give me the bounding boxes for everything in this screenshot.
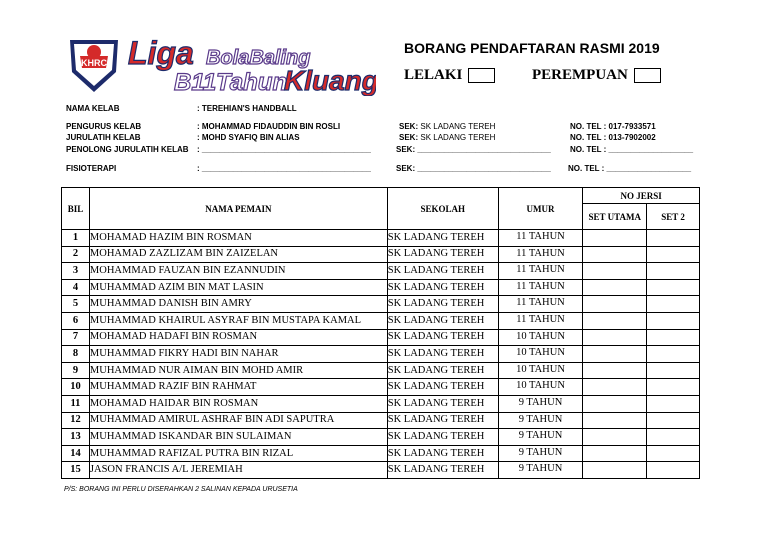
jersey-set-utama[interactable] <box>583 263 647 280</box>
player-age: 9 TAHUN <box>498 462 583 479</box>
player-age: 11 TAHUN <box>498 296 583 313</box>
row-number: 15 <box>62 462 90 479</box>
player-school: SK LADANG TEREH <box>387 312 498 329</box>
player-name: MUHAMMAD AMIRUL ASHRAF BIN ADI SAPUTRA <box>89 412 387 429</box>
table-row <box>62 395 700 412</box>
player-name: MUHAMMAD AZIM BIN MAT LASIN <box>89 279 387 296</box>
table-row <box>62 445 700 462</box>
player-table <box>61 187 700 479</box>
player-name: MUHAMMAD ISKANDAR BIN SULAIMAN <box>89 429 387 446</box>
row-number: 2 <box>62 246 90 263</box>
jersey-set-2[interactable] <box>647 230 700 247</box>
player-name: MUHAMMAD KHAIRUL ASYRAF BIN MUSTAPA KAMAL <box>89 312 387 329</box>
jersey-set-2[interactable] <box>647 329 700 346</box>
female-label: PEREMPUAN <box>532 67 628 83</box>
table-row <box>62 429 700 446</box>
physio-value[interactable]: : ______________________________________ <box>197 164 371 173</box>
jersey-set-utama[interactable] <box>583 379 647 396</box>
player-age: 10 TAHUN <box>498 346 583 363</box>
jersey-set-utama[interactable] <box>583 395 647 412</box>
manager-label: PENGURUS KELAB <box>66 122 142 131</box>
table-row <box>62 346 700 363</box>
jersey-set-2[interactable] <box>647 263 700 280</box>
player-school: SK LADANG TEREH <box>387 362 498 379</box>
player-age: 9 TAHUN <box>498 445 583 462</box>
player-name: MOHAMAD HAZIM BIN ROSMAN <box>89 230 387 247</box>
player-age: 9 TAHUN <box>498 429 583 446</box>
row-number: 5 <box>62 296 90 313</box>
player-name: MOHAMAD HADAFI BIN ROSMAN <box>89 329 387 346</box>
female-option <box>532 67 661 84</box>
row-number: 3 <box>62 263 90 280</box>
header-set-2: SET 2 <box>647 204 700 230</box>
table-row <box>62 263 700 280</box>
footnote: P/S: BORANG INI PERLU DISERAHKAN 2 SALINAN KEPADA URUSETIA <box>64 486 298 493</box>
header-set-utama: SET UTAMA <box>583 204 647 230</box>
table-row <box>62 412 700 429</box>
row-number: 4 <box>62 279 90 296</box>
player-age: 11 TAHUN <box>498 230 583 247</box>
player-age: 11 TAHUN <box>498 312 583 329</box>
player-age: 10 TAHUN <box>498 379 583 396</box>
player-age: 11 TAHUN <box>498 279 583 296</box>
player-school: SK LADANG TEREH <box>387 412 498 429</box>
player-school: SK LADANG TEREH <box>387 329 498 346</box>
player-school: SK LADANG TEREH <box>387 429 498 446</box>
jersey-set-utama[interactable] <box>583 462 647 479</box>
coach-label: JURULATIH KELAB <box>66 133 141 142</box>
player-school: SK LADANG TEREH <box>387 230 498 247</box>
logo-text-tahun: Tahun <box>216 69 288 96</box>
player-age: 9 TAHUN <box>498 395 583 412</box>
coach-school-label: SEK: <box>399 133 419 142</box>
jersey-set-2[interactable] <box>647 312 700 329</box>
jersey-set-utama[interactable] <box>583 346 647 363</box>
row-number: 1 <box>62 230 90 247</box>
player-name: MUHAMMAD DANISH BIN AMRY <box>89 296 387 313</box>
player-name: JASON FRANCIS A/L JEREMIAH <box>89 462 387 479</box>
logo-text-bolabaling: BolaBaling <box>206 47 311 69</box>
league-logo-graphic <box>66 34 376 96</box>
player-school: SK LADANG TEREH <box>387 462 498 479</box>
assistant-coach-school[interactable]: SEK: ______________________________ <box>396 145 551 154</box>
player-school: SK LADANG TEREH <box>387 395 498 412</box>
svg-text:KHRC: KHRC <box>81 58 107 68</box>
league-logo <box>66 34 376 96</box>
player-name: MOHAMMAD FAUZAN BIN EZANNUDIN <box>89 263 387 280</box>
player-school: SK LADANG TEREH <box>387 279 498 296</box>
table-row <box>62 296 700 313</box>
club-label: NAMA KELAB <box>66 104 120 113</box>
assistant-coach-label: PENOLONG JURULATIH KELAB <box>66 145 189 154</box>
jersey-set-utama[interactable] <box>583 445 647 462</box>
jersey-set-utama[interactable] <box>583 362 647 379</box>
player-age: 11 TAHUN <box>498 246 583 263</box>
jersey-set-2[interactable] <box>647 296 700 313</box>
player-age: 10 TAHUN <box>498 329 583 346</box>
player-name: MUHAMMAD FIKRY HADI BIN NAHAR <box>89 346 387 363</box>
male-label: LELAKI <box>404 67 463 83</box>
player-name: MOHAMAD ZAZLIZAM BIN ZAIZELAN <box>89 246 387 263</box>
table-row <box>62 329 700 346</box>
player-school: SK LADANG TEREH <box>387 246 498 263</box>
jersey-set-2[interactable] <box>647 362 700 379</box>
physio-label: FISIOTERAPI <box>66 164 117 173</box>
row-number: 8 <box>62 346 90 363</box>
row-number: 14 <box>62 445 90 462</box>
player-age: 10 TAHUN <box>498 362 583 379</box>
coach-tel: NO. TEL : 013-7902002 <box>570 133 656 142</box>
row-number: 10 <box>62 379 90 396</box>
jersey-set-2[interactable] <box>647 379 700 396</box>
physio-tel[interactable]: NO. TEL : ___________________ <box>568 164 692 173</box>
player-name: MUHAMMAD NUR AIMAN BIN MOHD AMIR <box>89 362 387 379</box>
coach-school-value: SK LADANG TEREH <box>420 133 496 142</box>
coach-value: : MOHD SYAFIQ BIN ALIAS <box>197 133 300 142</box>
header-jersey: NO JERSI <box>583 188 700 204</box>
row-number: 6 <box>62 312 90 329</box>
jersey-set-2[interactable] <box>647 429 700 446</box>
player-age: 11 TAHUN <box>498 263 583 280</box>
coach-school <box>399 133 495 142</box>
player-name: MOHAMAD HAIDAR BIN ROSMAN <box>89 395 387 412</box>
player-school: SK LADANG TEREH <box>387 379 498 396</box>
table-row <box>62 279 700 296</box>
female-checkbox[interactable] <box>634 68 661 83</box>
jersey-set-utama[interactable] <box>583 230 647 247</box>
jersey-set-2[interactable] <box>647 395 700 412</box>
player-age: 9 TAHUN <box>498 412 583 429</box>
jersey-set-utama[interactable] <box>583 412 647 429</box>
jersey-set-2[interactable] <box>647 279 700 296</box>
player-school: SK LADANG TEREH <box>387 445 498 462</box>
player-school: SK LADANG TEREH <box>387 263 498 280</box>
header-name: NAMA PEMAIN <box>89 188 387 230</box>
jersey-set-utama[interactable] <box>583 279 647 296</box>
assistant-coach-value[interactable]: : ______________________________________ <box>197 145 371 154</box>
player-name: MUHAMMAD RAZIF BIN RAHMAT <box>89 379 387 396</box>
table-row <box>62 379 700 396</box>
form-title: BORANG PENDAFTARAN RASMI 2019 <box>404 40 660 56</box>
player-name: MUHAMMAD RAFIZAL PUTRA BIN RIZAL <box>89 445 387 462</box>
logo-text-liga: Liga <box>128 35 194 71</box>
jersey-set-2[interactable] <box>647 246 700 263</box>
club-value: : TEREHIAN'S HANDBALL <box>197 104 297 113</box>
row-number: 7 <box>62 329 90 346</box>
table-row <box>62 246 700 263</box>
row-number: 12 <box>62 412 90 429</box>
assistant-coach-tel[interactable]: NO. TEL : ___________________ <box>570 145 694 154</box>
header-bil: BIL <box>62 188 90 230</box>
logo-text-kluang: Kluang <box>284 65 376 96</box>
player-school: SK LADANG TEREH <box>387 296 498 313</box>
male-option <box>404 67 495 84</box>
manager-tel: NO. TEL : 017-7933571 <box>570 122 656 131</box>
manager-value: : MOHAMMAD FIDAUDDIN BIN ROSLI <box>197 122 341 131</box>
row-number: 11 <box>62 395 90 412</box>
manager-school <box>399 122 495 131</box>
male-checkbox[interactable] <box>468 68 495 83</box>
jersey-set-utama[interactable] <box>583 312 647 329</box>
table-row <box>62 230 700 247</box>
header-age: UMUR <box>498 188 583 230</box>
physio-school[interactable]: SEK: ______________________________ <box>396 164 551 173</box>
jersey-set-2[interactable] <box>647 462 700 479</box>
manager-school-label: SEK: <box>399 122 419 131</box>
player-school: SK LADANG TEREH <box>387 346 498 363</box>
row-number: 13 <box>62 429 90 446</box>
jersey-set-utama[interactable] <box>583 429 647 446</box>
jersey-set-2[interactable] <box>647 412 700 429</box>
table-row <box>62 312 700 329</box>
khrc-badge-icon <box>70 40 118 92</box>
jersey-set-utama[interactable] <box>583 329 647 346</box>
jersey-set-2[interactable] <box>647 346 700 363</box>
jersey-set-2[interactable] <box>647 445 700 462</box>
jersey-set-utama[interactable] <box>583 296 647 313</box>
player-rows <box>62 230 700 479</box>
logo-text-b11: B11 <box>174 69 217 96</box>
row-number: 9 <box>62 362 90 379</box>
table-row <box>62 362 700 379</box>
jersey-set-utama[interactable] <box>583 246 647 263</box>
table-row <box>62 462 700 479</box>
manager-school-value: SK LADANG TEREH <box>420 122 496 131</box>
header-school: SEKOLAH <box>387 188 498 230</box>
